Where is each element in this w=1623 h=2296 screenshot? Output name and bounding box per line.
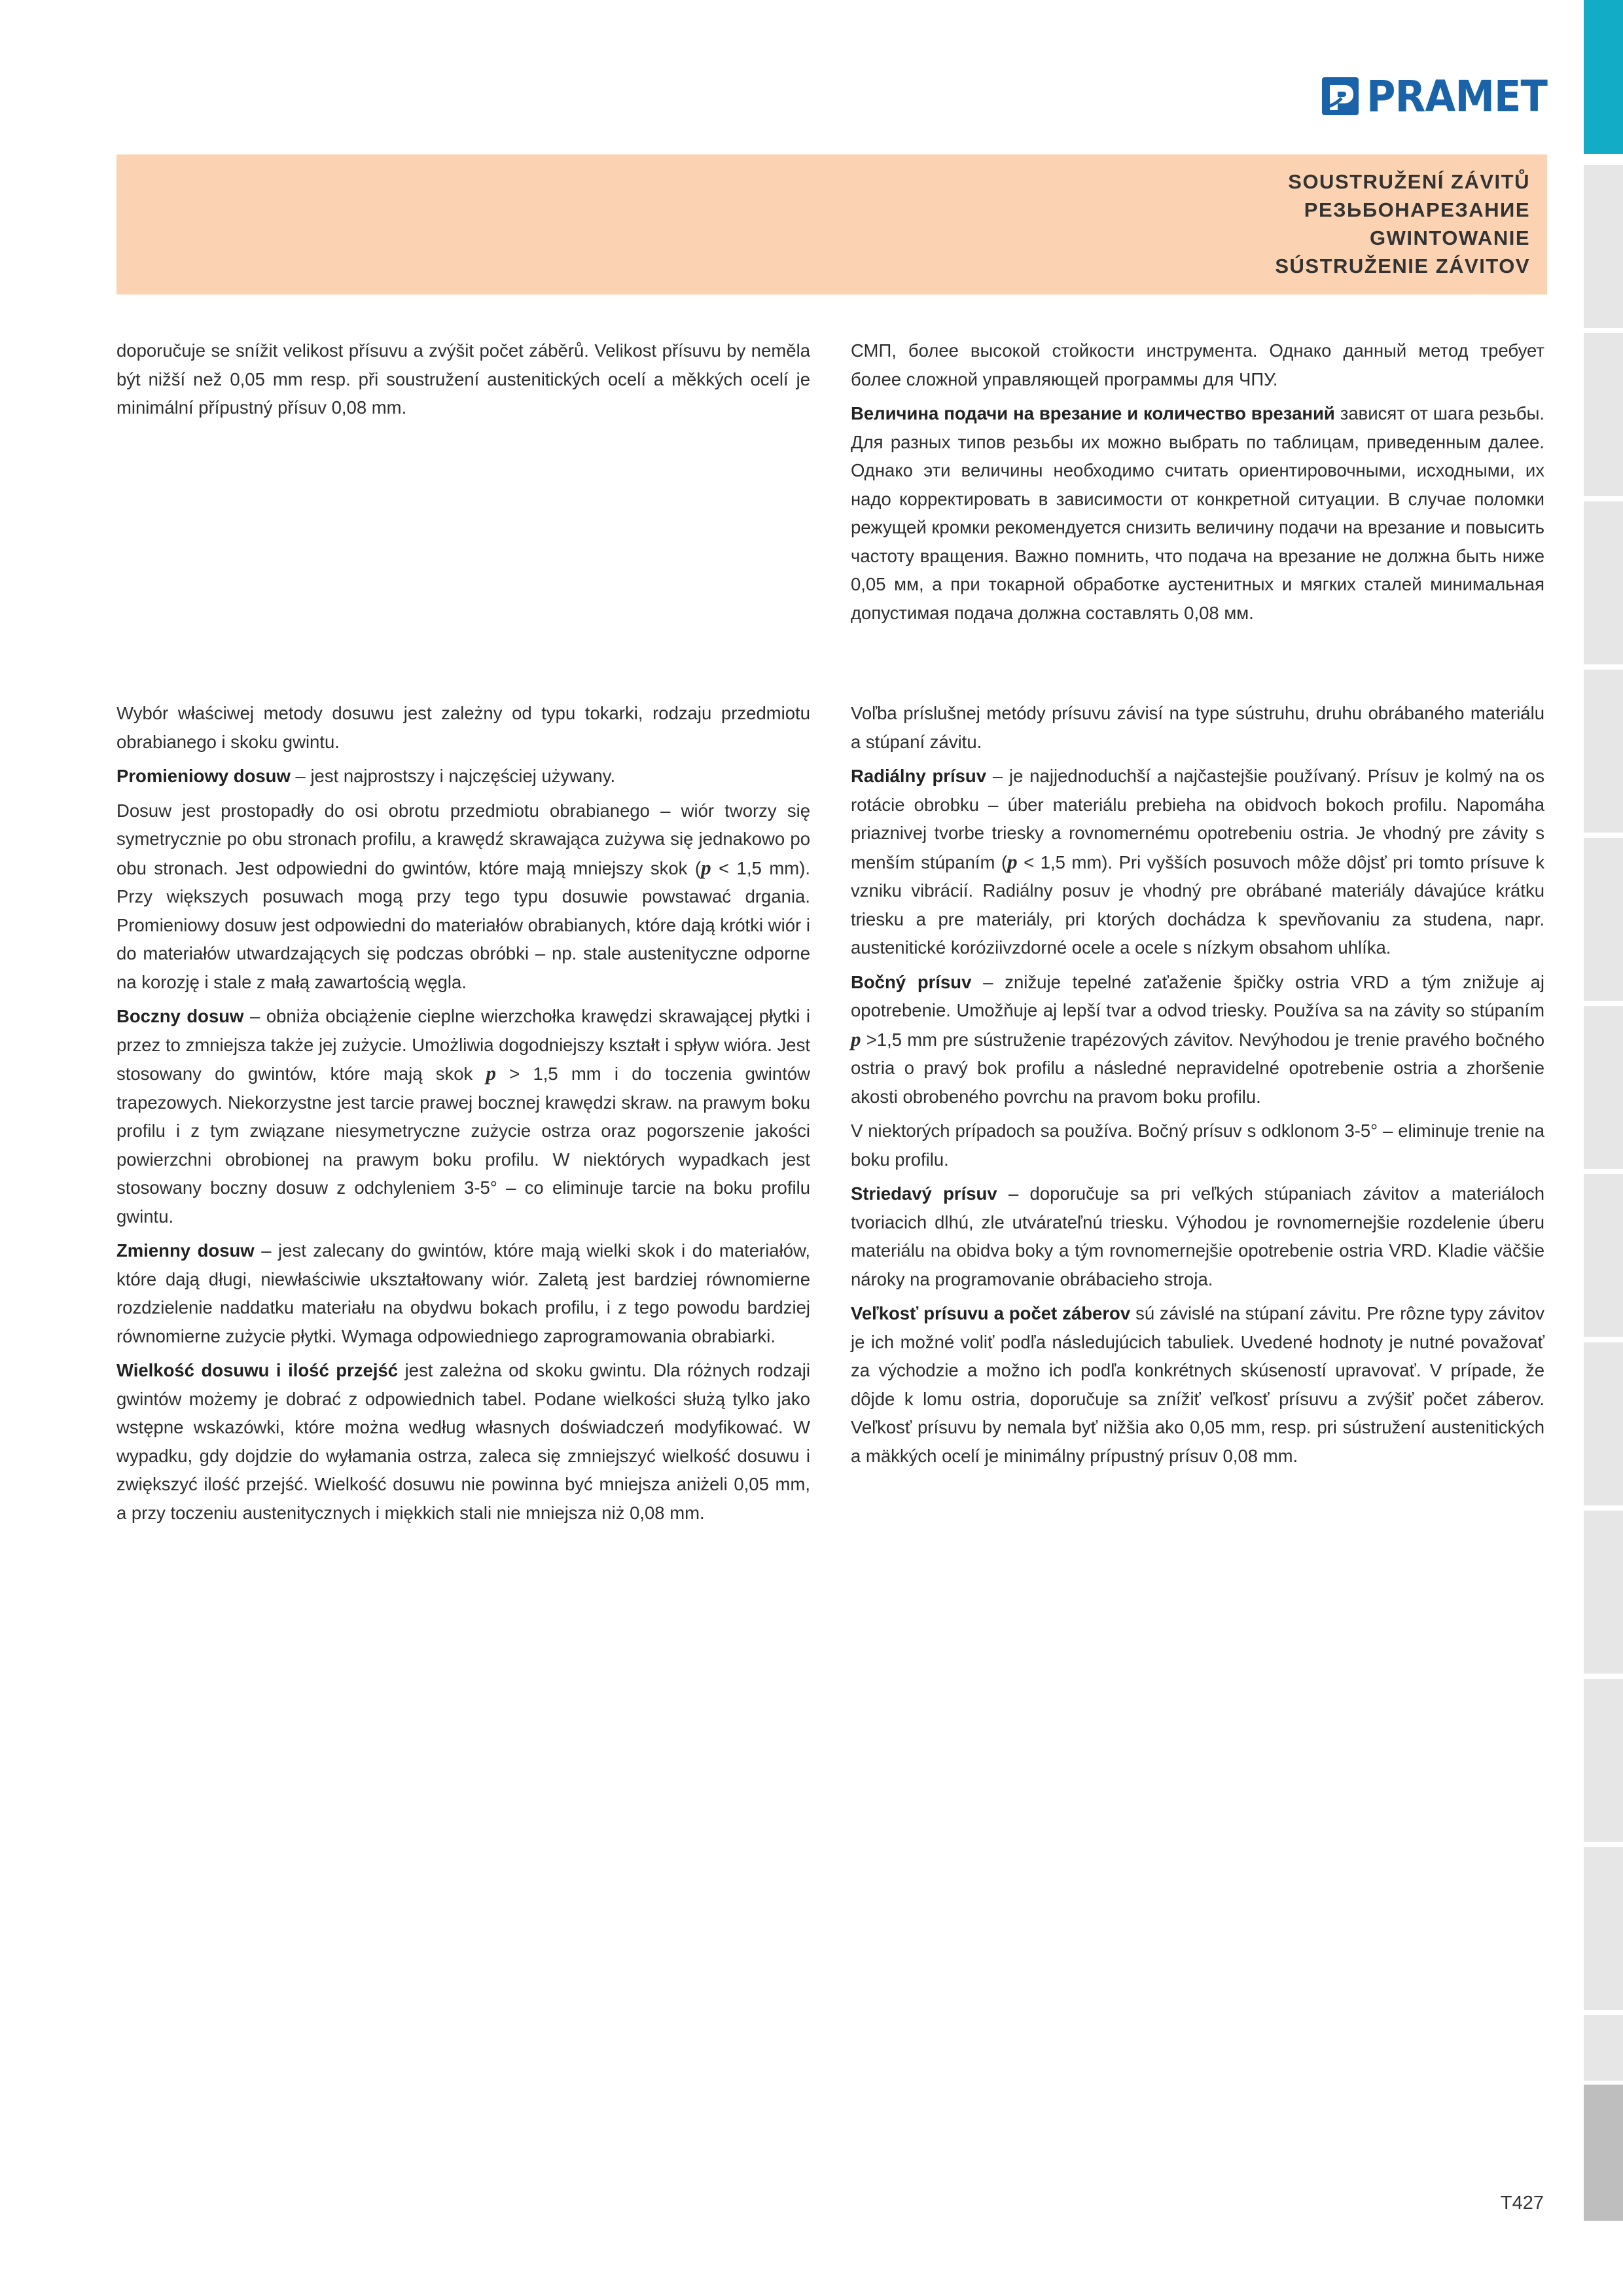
pramet-logo-icon bbox=[1321, 76, 1361, 118]
paragraph-heading: Striedavý prísuv bbox=[851, 1183, 997, 1204]
paragraph-text: – znižuje tepelné zaťaženie špičky ostria VRD a tým znižuje aj opotrebenie. Umožňuje aj lepší tvar a odvod triesky. Používa sa na závity so stúpaním bbox=[851, 971, 1544, 1020]
text-column-pl bbox=[116, 699, 810, 1533]
pitch-symbol: p bbox=[486, 1062, 496, 1085]
pitch-symbol: p bbox=[1007, 850, 1018, 873]
paragraph-text: >1,5 mm pre sústruženie trapézových závitov. Nevýhodou je trenie pravého bočného ostria o pravý bok profilu a následné nepravidelné opotrebenie ostria a zhoršenie akosti obrobeného povrchu na pravom boku profilu. bbox=[851, 1029, 1544, 1107]
paragraph-heading: Bočný prísuv bbox=[851, 971, 972, 992]
page-number: T427 bbox=[1500, 2193, 1544, 2214]
paragraph-heading: Boczny dosuw bbox=[116, 1006, 244, 1026]
edge-tab[interactable] bbox=[1584, 2015, 1623, 2081]
paragraph-text: зависят от шага резьбы. Для разных типов резьбы их можно выбрать по таблицам, приведенным далее. Однако эти величины необходимо считать ориентировочными, исходными, их надо корректировать в зависимости от конкретной ситуации. В случае поломки режущей кромки рекомендуется снизить величину подачи на врезание и повысить частоту вращения. Важно помнить, что подача на врезание не должна быть ниже 0,05 мм, а при токарной обработке аустенитных и мягких сталей минимальная допустимая подача должна составлять 0,08 мм. bbox=[851, 403, 1544, 623]
paragraph-heading: Wielkość dosuwu i ilość przejść bbox=[116, 1360, 399, 1380]
paragraph-text: sú závislé na stúpaní závitu. Pre rôzne typy závitov je ich možné voliť podľa následujúcich tabuliek. Uvedené hodnoty je nutné považovať za východzie a možno ich podľa konkrétnych skúseností upravovať. V prípade, že dôjde k lomu ostria, doporučuje sa znížiť veľkosť prísuvu a zvýšiť počet záberov. Veľkosť prísuvu by nemala byť nižšia ako 0,05 mm, resp. pri sústružení austenitických a mäkkých ocelí je minimálny prípustný prísuv 0,08 mm. bbox=[851, 1303, 1544, 1466]
section-titles bbox=[1275, 168, 1530, 280]
paragraph-text: – obniża obciążenie cieplne wierzchołka krawędzi skrawającej płytki i przez to zmniejsza także jej zużycie. Umożliwia dogodniejszy kształt i spływ wióra. Jest stosowany do gwintów, które mają skok bbox=[116, 1006, 811, 1084]
paragraph-text: jest zależna od skoku gwintu. Dla różnych rodzaji gwintów możemy je dobrać z odpowiednich tabel. Podane wielkości służą tylko jako wstępne wskazówki, które można według własnych doświadczeń modyfikować. W wypadku, gdy dojdzie do wyłamania ostrza, zaleca się zmniejszyć wielkość dosuwu i zwiększyć ilość przejść. Wielkość dosuwu nie powinna być mniejsza aniżeli 0,05 mm, a przy toczeniu austenitycznych i miękkich stali nie mniejsza niż 0,08 mm. bbox=[116, 1360, 810, 1523]
edge-tab[interactable] bbox=[1584, 501, 1623, 664]
brand-name: PRAMET bbox=[1366, 71, 1548, 122]
paragraph bbox=[851, 762, 1544, 962]
paragraph-text: Dosuw jest prostopadły do osi obrotu przedmiotu obrabianego – wiór tworzy się symetrycznie po obu stronach profilu, a krawędź skrawająca zużywa się jednakowo po obu stronach. Jest odpowiedni do gwintów, które mają mniejszy skok ( bbox=[116, 800, 810, 878]
pramet-logo bbox=[1321, 73, 1563, 120]
paragraph bbox=[116, 762, 810, 791]
text-column-ru bbox=[851, 336, 1544, 633]
edge-tab[interactable] bbox=[1584, 165, 1623, 328]
paragraph-text: – je najjednoduchší a najčastejšie používaný. Prísuv je kolmý na os rotácie obrobku – úber materiálu prebieha na obidvoch bokoch profilu. Napomáha priaznivej tvorbe triesky a rovnomernému opotrebeniu ostria. Je vhodný pre závity s menším stúpaním ( bbox=[851, 766, 1544, 872]
section-header-band bbox=[116, 154, 1547, 295]
paragraph-text: – jest najprostszy i najczęściej używany. bbox=[290, 766, 616, 786]
paragraph bbox=[851, 1299, 1544, 1470]
edge-tab[interactable] bbox=[1584, 1679, 1623, 1842]
paragraph-heading: Promieniowy dosuw bbox=[116, 766, 291, 786]
paragraph-text: < 1,5 mm). Przy większych posuwach mogą przy tego typu dosuwie powstawać drgania. Promieniowy dosuw jest odpowiedni do materiałów obrabianych, które dają krótki wiór i do materiałów utwardzających się podczas obróbki – np. stale austenityczne odporne na korozję i stale z małą zawartością węgla. bbox=[116, 857, 810, 992]
section-title-pl: GWINTOWANIE bbox=[1370, 226, 1530, 249]
edge-tab-dark[interactable] bbox=[1584, 2085, 1623, 2221]
paragraph bbox=[116, 1236, 810, 1350]
pitch-symbol: p bbox=[851, 1027, 861, 1050]
paragraph-heading: Величина подачи на врезание и количество врезаний bbox=[851, 403, 1335, 423]
edge-tab[interactable] bbox=[1584, 1847, 1623, 2010]
edge-tab[interactable] bbox=[1584, 333, 1623, 496]
paragraph-heading: Veľkosť prísuvu a počet záberov bbox=[851, 1303, 1131, 1323]
paragraph: V niektorých prípadoch sa používa. Bočný prísuv s odklonom 3-5° – eliminuje trenie na boku profilu. bbox=[851, 1121, 1544, 1170]
paragraph-heading: Zmienny dosuw bbox=[116, 1240, 255, 1261]
pitch-symbol: p bbox=[701, 855, 711, 879]
paragraph bbox=[116, 797, 810, 997]
paragraph bbox=[851, 1179, 1544, 1293]
edge-tab[interactable] bbox=[1584, 1511, 1623, 1674]
paragraph bbox=[116, 1002, 810, 1230]
edge-tab[interactable] bbox=[1584, 838, 1623, 1001]
edge-tab-active[interactable] bbox=[1584, 0, 1623, 154]
section-title-cz: SOUSTRUŽENÍ ZÁVITŮ bbox=[1288, 170, 1530, 193]
paragraph bbox=[851, 399, 1544, 627]
paragraph-text: – doporučuje sa pri veľkých stúpaniach závitov a materiáloch tvoriacich dlhú, zle utvárateľnú triesku. Výhodou je rovnomernejšie rozdelenie úberu materiálu na obidva boky a tým rovnomernejšie opotrebenie ostria VRD. Kladie väčšie nároky na programovanie obrábacieho stroja. bbox=[851, 1183, 1545, 1289]
edge-tab[interactable] bbox=[1584, 670, 1623, 833]
edge-tab[interactable] bbox=[1584, 1006, 1623, 1169]
paragraph bbox=[116, 1356, 810, 1527]
paragraph: Voľba príslušnej metódy prísuvu závisí na type sústruhu, druhu obrábaného materiálu a stúpaní závitu. bbox=[851, 703, 1544, 752]
paragraph: doporučuje se snížit velikost přísuvu a zvýšit počet záběrů. Velikost přísuvu by neměla být nižší než 0,05 mm resp. při soustružení austenitických ocelí a měkkých ocelí je minimální přípustný přísuv 0,08 mm. bbox=[116, 340, 810, 418]
paragraph-text: > 1,5 mm i do toczenia gwintów trapezowych. Niekorzystne jest tarcie prawej bocznej krawędzi skraw. na prawym boku profilu i z tym związane niesymetryczne zużycie ostrza oraz pogorszenie jakości powierzchni obrobionej na prawym boku profilu. W niektórych wypadkach jest stosowany boczny dosuw z odchyleniem 3-5° – co eliminuje tarcie na boku profilu gwintu. bbox=[116, 1064, 810, 1227]
section-title-ru: РЕЗЬБОНАРЕЗАНИЕ bbox=[1304, 198, 1530, 221]
paragraph: СМП, более высокой стойкости инструмента. Однако данный метод требует более сложной управляющей программы для ЧПУ. bbox=[851, 340, 1544, 389]
paragraph-heading: Radiálny prísuv bbox=[851, 766, 987, 786]
paragraph-text: < 1,5 mm). Pri vyšších posuvoch môže dôjsť pri tomto prísuve k vzniku vibrácií. Radiálny posuv je vhodný pre obrábané materiály dávajúce krátku triesku a pre materiály, pri ktorých dochádza k spevňovaniu za studena, napr. austenitické koróziivzdorné ocele a ocele s nízkym obsahom uhlíka. bbox=[851, 852, 1544, 958]
text-column-sk bbox=[851, 699, 1544, 1476]
paragraph bbox=[851, 968, 1544, 1111]
paragraph: Wybór właściwej metody dosuwu jest zależny od typu tokarki, rodzaju przedmiotu obrabianego i skoku gwintu. bbox=[116, 703, 810, 752]
paragraph-text: – jest zalecany do gwintów, które mają wielki skok i do materiałów, które dają długi, niewłaściwie ukształtowany wiór. Zaletą jest bardziej równomierne rozdzielenie naddatku materiału na obydwu bokach profilu, i z tego powodu bardziej równomierne zużycie płytki. Wymaga odpowiedniego zaprogramowania obrabiarki. bbox=[116, 1240, 810, 1346]
section-title-sk: SÚSTRUŽENIE ZÁVITOV bbox=[1275, 255, 1530, 278]
text-column-cz bbox=[116, 336, 810, 428]
edge-tab[interactable] bbox=[1584, 1342, 1623, 1505]
edge-tab[interactable] bbox=[1584, 1174, 1623, 1337]
